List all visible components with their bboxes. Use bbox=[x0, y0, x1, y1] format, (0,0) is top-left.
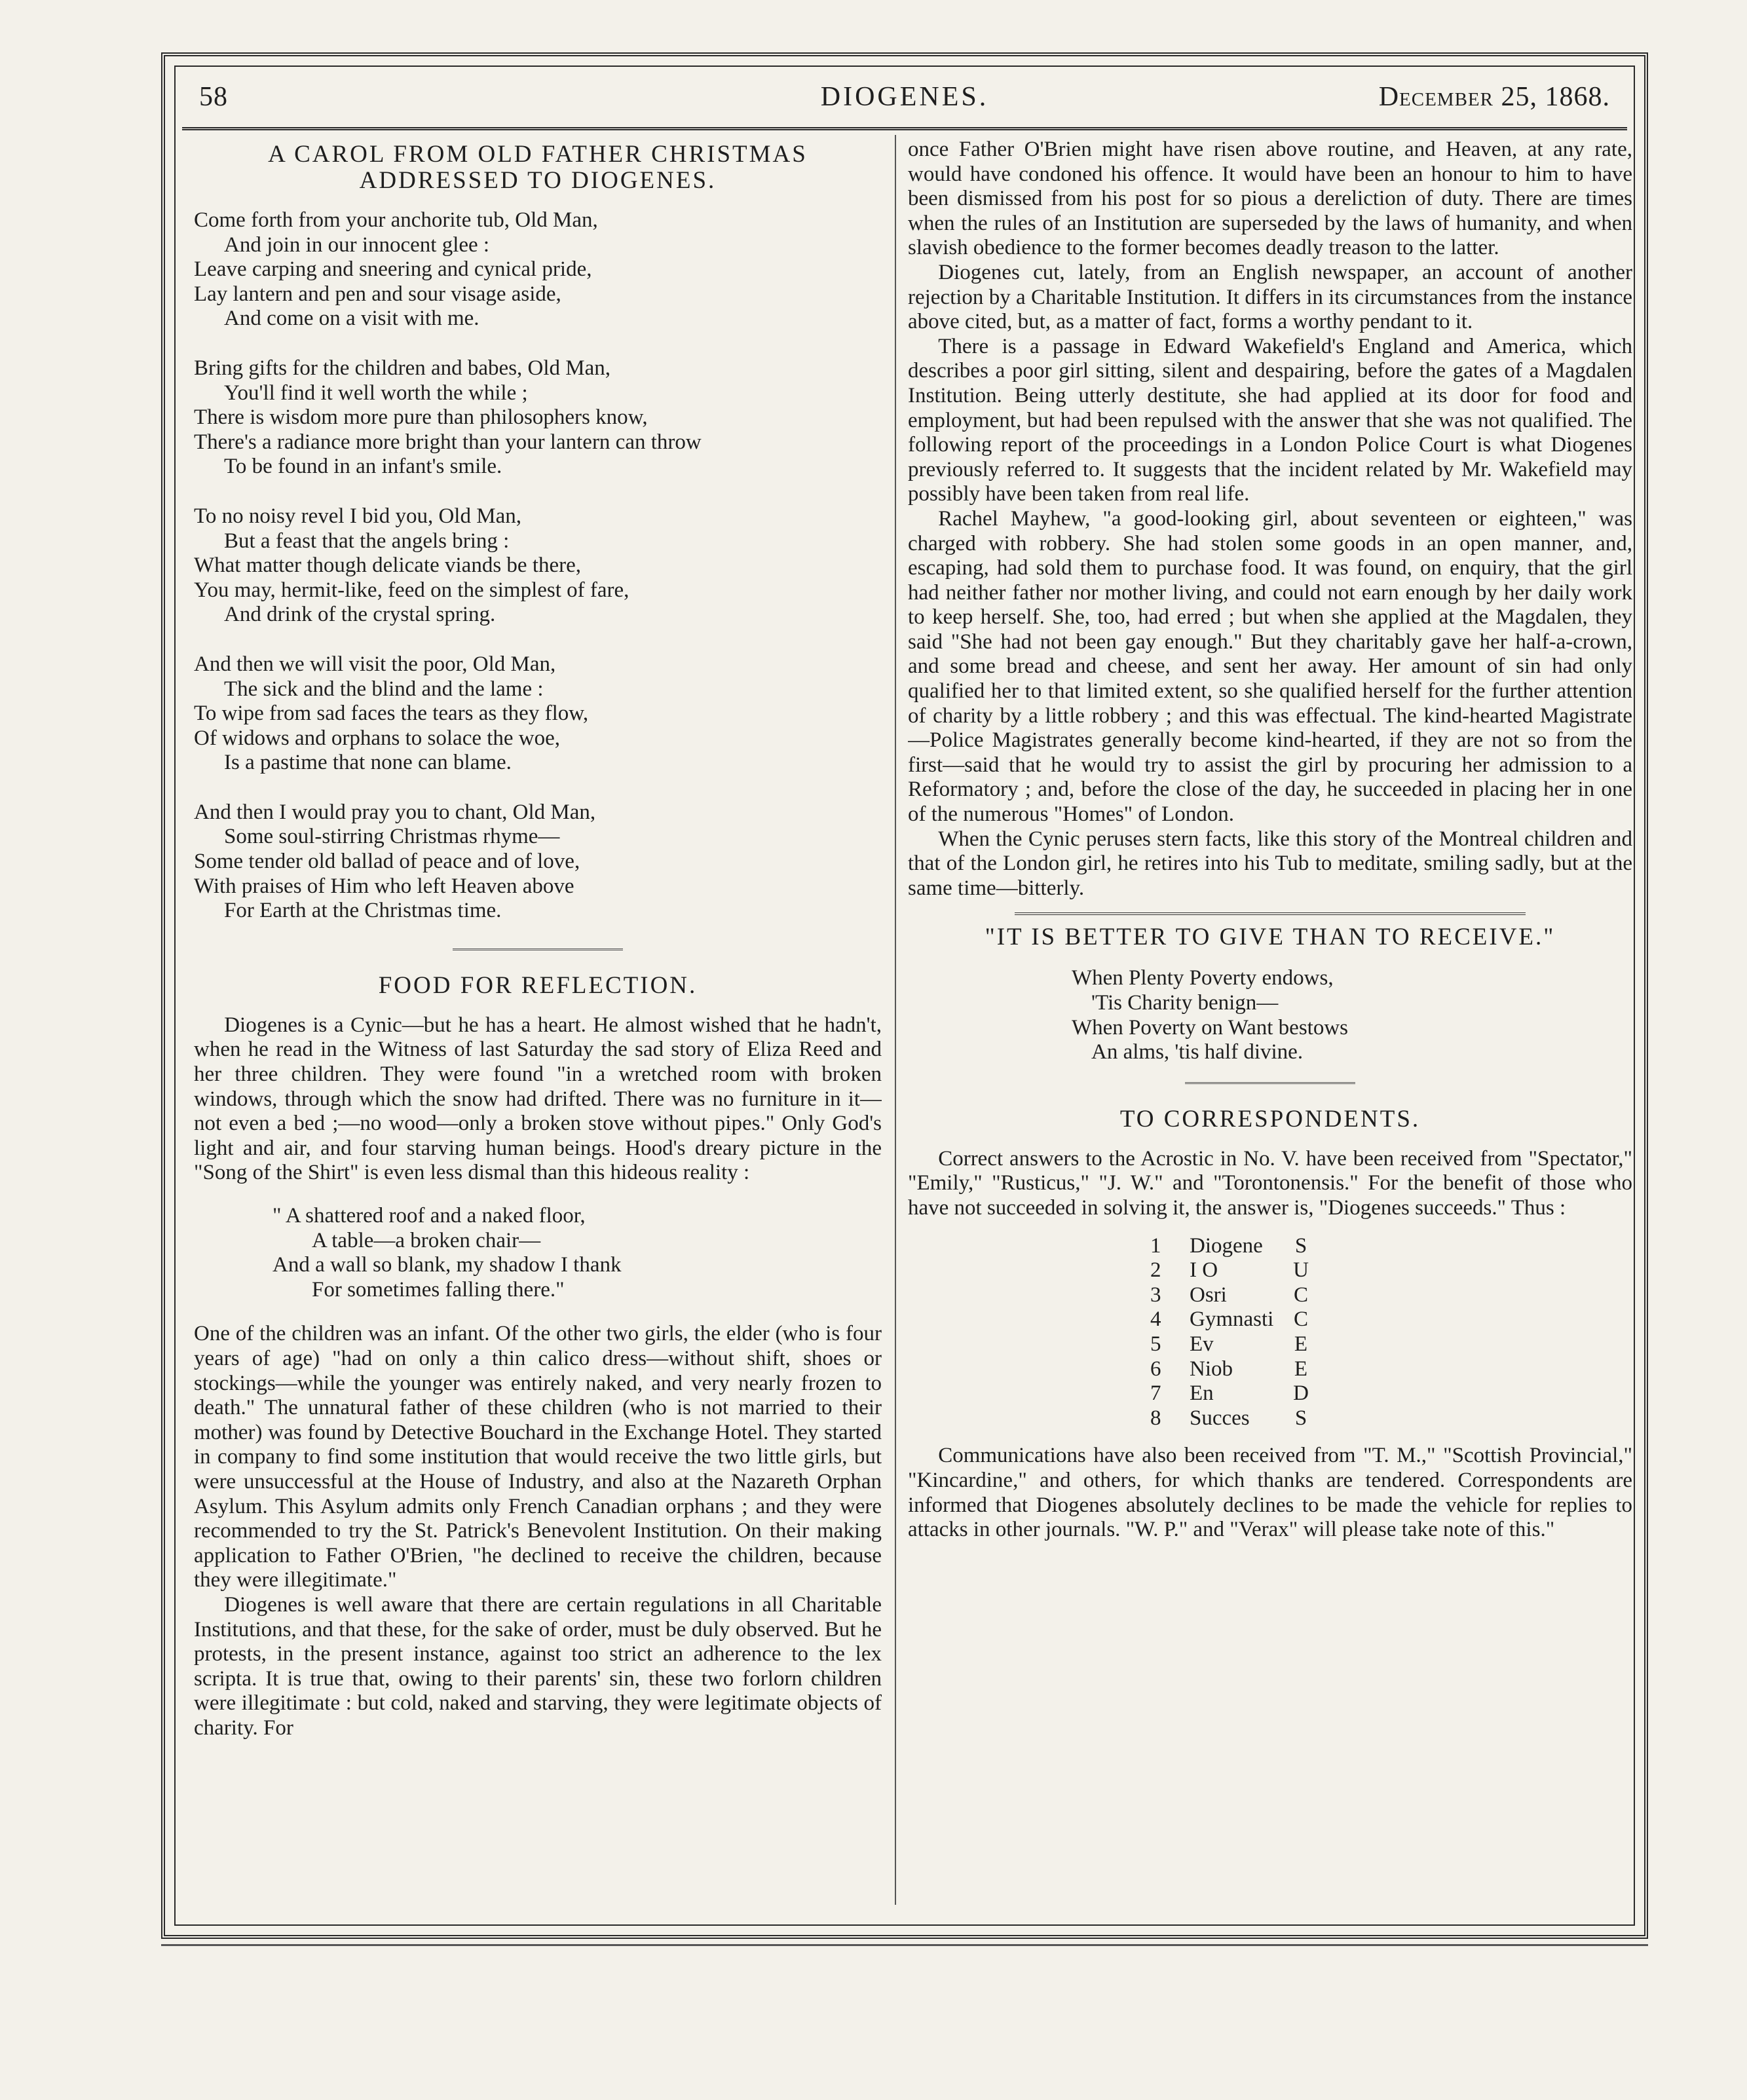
acrostic-number: 7 bbox=[1150, 1381, 1161, 1406]
quote-line: A table—a broken chair— bbox=[312, 1228, 541, 1252]
acrostic-row bbox=[1150, 1332, 1632, 1357]
section-divider bbox=[453, 948, 623, 950]
poem-line: With praises of Him who left Heaven above bbox=[194, 874, 574, 898]
header-rule bbox=[182, 127, 1627, 130]
poem-line: To wipe from sad faces the tears as they flow, bbox=[194, 702, 589, 726]
acrostic-answer bbox=[1150, 1234, 1632, 1431]
acrostic-number: 1 bbox=[1150, 1233, 1161, 1258]
quote-line: " A shattered roof and a naked floor, bbox=[272, 1204, 586, 1228]
poem-line: And drink of the crystal spring. bbox=[224, 603, 496, 627]
poem-line: To no noisy revel I bid you, Old Man, bbox=[194, 504, 521, 528]
food-paragraph: Diogenes is a Cynic—but he has a heart. He almost wished that he hadn't, when he read in the Witness of last Saturday the sad story of Eliza Reed and her three children. They were found "in a wretched room with broken windows, through which the snow had drifted. There was no furniture in it—not even a bed ;—no wood—only a broken stove without pipes." Only God's light and air, and four starving human beings. Hood's dreary picture in the "Song of the Shirt" is even less dismal than this hideous reality : bbox=[194, 1013, 882, 1185]
acrostic-letter: C bbox=[1293, 1307, 1308, 1332]
poem-line: But a feast that the angels bring : bbox=[224, 529, 510, 553]
acrostic-letter: C bbox=[1293, 1283, 1308, 1307]
carol-poem bbox=[194, 208, 882, 924]
article-paragraph: There is a passage in Edward Wakefield's England and America, which describes a poor girl sitting, silent and despairing, before the gates of a Magdalen Institution. Being utterly destitute, she had applied at its door for food and employment, but had been repulsed with the answer that she was not qualified. The following report of the proceedings in a London Police Court is what Diogenes previously referred to. It suggests that the incident related by Mr. Wakefield may possibly have been taken from real life. bbox=[908, 334, 1632, 506]
carol-stanza bbox=[194, 504, 882, 628]
quote-line: And a wall so blank, my shadow I thank bbox=[272, 1253, 622, 1277]
poem-line: The sick and the blind and the lame : bbox=[224, 677, 544, 701]
poem-line: For Earth at the Christmas time. bbox=[224, 899, 502, 923]
acrostic-letter: E bbox=[1294, 1357, 1308, 1381]
acrostic-row bbox=[1150, 1283, 1632, 1308]
correspondents-title: TO CORRESPONDENTS. bbox=[1119, 1105, 1421, 1133]
verse-line: An alms, 'tis half divine. bbox=[1091, 1040, 1304, 1064]
acrostic-letter: S bbox=[1294, 1406, 1307, 1430]
article-paragraph: once Father O'Brien might have risen above routine, and Heaven, at any rate, would have condoned his offence. It would have been an honour to him to have been dismissed from his post for so pious a dereliction of duty. There are times when the rules of an Institution are superseded by the laws of humanity, and when slavish obedience to the former becomes deadly treason to the latter. bbox=[908, 138, 1632, 260]
page-frame bbox=[161, 52, 1648, 1939]
food-paragraph: Diogenes is well aware that there are certain regulations in all Charitable Institutions, and that these, for the sake of order, must be duly observed. But he protests, in the present instance, against too strict an adherence to the lex scripta. It is true that, owing to their parents' sin, these two forlorn children were illegitimate : but cold, naked and starving, they were legitimate objects of charity. For bbox=[194, 1592, 882, 1740]
left-column bbox=[194, 138, 882, 1911]
column-divider bbox=[895, 135, 896, 1905]
carol-stanza bbox=[194, 208, 882, 331]
acrostic-number: 6 bbox=[1150, 1357, 1161, 1381]
section-divider bbox=[1015, 912, 1526, 915]
page-number: 58 bbox=[199, 82, 228, 112]
correspondents-paragraph: Correct answers to the Acrostic in No. V. have been received from "Spectator," "Emily," "Rusticus," "J. W." and "Torontonensis." For the benefit of those who have not succeeded in solving it, the answer is, "Diogenes succeeds." Thus : bbox=[908, 1146, 1632, 1220]
poem-line: Come forth from your anchorite tub, Old Man, bbox=[194, 208, 598, 232]
acrostic-number: 8 bbox=[1150, 1406, 1161, 1430]
acrostic-number: 4 bbox=[1150, 1307, 1161, 1332]
poem-line: And come on a visit with me. bbox=[224, 307, 479, 331]
better-to-give-verse bbox=[1072, 966, 1632, 1064]
poem-line: Bring gifts for the children and babes, Old Man, bbox=[194, 356, 611, 380]
acrostic-word: Succes bbox=[1190, 1406, 1250, 1430]
acrostic-word: Diogene bbox=[1190, 1233, 1263, 1258]
poem-line: Of widows and orphans to solace the woe, bbox=[194, 726, 561, 750]
issue-date: December 25, 1868. bbox=[1378, 82, 1610, 112]
poem-line: You'll find it well worth the while ; bbox=[224, 381, 528, 405]
poem-line: Lay lantern and pen and sour visage aside, bbox=[194, 282, 561, 306]
poem-line: Some tender old ballad of peace and of love, bbox=[194, 850, 580, 874]
poem-line: There's a radiance more bright than your lantern can throw bbox=[194, 430, 702, 454]
page-header bbox=[194, 76, 1615, 123]
acrostic-row bbox=[1150, 1234, 1632, 1259]
acrostic-row bbox=[1150, 1258, 1632, 1283]
verse-line: 'Tis Charity benign— bbox=[1091, 991, 1279, 1015]
poem-line: You may, hermit-like, feed on the simplest of fare, bbox=[194, 578, 629, 602]
acrostic-letter: S bbox=[1294, 1233, 1307, 1258]
publication-title: DIOGENES. bbox=[820, 82, 989, 112]
acrostic-number: 2 bbox=[1150, 1258, 1161, 1283]
page-bottom-rule bbox=[161, 1944, 1648, 1946]
acrostic-row bbox=[1150, 1406, 1632, 1431]
better-to-give-title: "IT IS BETTER TO GIVE THAN TO RECEIVE." bbox=[985, 924, 1556, 951]
acrostic-number: 3 bbox=[1150, 1283, 1161, 1307]
carol-stanza bbox=[194, 652, 882, 776]
acrostic-letter: U bbox=[1293, 1258, 1309, 1283]
poem-line: To be found in an infant's smile. bbox=[224, 455, 502, 479]
acrostic-word: I O bbox=[1190, 1258, 1218, 1283]
poem-line: What matter though delicate viands be there, bbox=[194, 553, 582, 578]
article-paragraph: Diogenes cut, lately, from an English newspaper, an account of another rejection by a Charitable Institution. It differs in its circumstances from the instance above cited, but, as a matter of fact, forms a worthy pendant to it. bbox=[908, 260, 1632, 334]
acrostic-letter: D bbox=[1293, 1381, 1309, 1406]
acrostic-word: Niob bbox=[1190, 1357, 1233, 1381]
carol-stanza bbox=[194, 356, 882, 479]
carol-title: A CAROL FROM OLD FATHER CHRISTMAS ADDRESSED TO DIOGENES. bbox=[268, 141, 808, 194]
acrostic-row bbox=[1150, 1381, 1632, 1406]
verse-line: When Plenty Poverty endows, bbox=[1072, 966, 1334, 990]
acrostic-word: Osri bbox=[1190, 1283, 1227, 1307]
acrostic-row bbox=[1150, 1357, 1632, 1382]
poem-line: And join in our innocent glee : bbox=[224, 233, 490, 257]
quote-line: For sometimes falling there." bbox=[312, 1277, 565, 1302]
food-title: FOOD FOR REFLECTION. bbox=[378, 971, 698, 999]
poem-line: And then we will visit the poor, Old Man, bbox=[194, 652, 556, 676]
poem-line: Leave carping and sneering and cynical pride, bbox=[194, 257, 592, 282]
poem-line: And then I would pray you to chant, Old Man, bbox=[194, 800, 596, 824]
acrostic-word: Gymnasti bbox=[1190, 1307, 1274, 1332]
carol-stanza bbox=[194, 800, 882, 924]
acrostic-word: Ev bbox=[1190, 1332, 1214, 1356]
acrostic-letter: E bbox=[1294, 1332, 1308, 1356]
section-divider bbox=[1185, 1082, 1355, 1084]
food-paragraph: One of the children was an infant. Of the other two girls, the elder (who is four years of age) "had on only a thin calico dress—without shift, shoes or stockings—while the younger was entirely naked, and very nearly frozen to death." The unnatural father of these children (who is not married to their mother) was found by Detective Bouchard in the Exchange Hotel. They started in company to find some institution that would receive the two little girls, but were unsuccessful at the House of Industry, and also at the Nazareth Orphan Asylum. This Asylum admits only French Canadian orphans ; and they were recommended to try the St. Patrick's Benevolent Institution. On their making application to Father O'Brien, "he declined to receive the children, because they were illegitimate." bbox=[194, 1322, 882, 1592]
poem-line: Some soul-stirring Christmas rhyme— bbox=[224, 825, 560, 849]
hood-quote bbox=[272, 1204, 882, 1302]
poem-line: There is wisdom more pure than philosophers know, bbox=[194, 405, 648, 430]
correspondents-paragraph: Communications have also been received from "T. M.," "Scottish Provincial," "Kincardine," and others, for which thanks are tendered. Correspondents are informed that Diogenes absolutely declines to be made the vehicle for replies to attacks in other journals. "W. P." and "Verax" will please take note of this." bbox=[908, 1444, 1632, 1542]
article-paragraph: When the Cynic peruses stern facts, like this story of the Montreal children and that of the London girl, he retires into his Tub to meditate, smiling sadly, but at the same time—bitterly. bbox=[908, 827, 1632, 900]
acrostic-word: En bbox=[1190, 1381, 1214, 1406]
acrostic-number: 5 bbox=[1150, 1332, 1161, 1356]
article-paragraph: Rachel Mayhew, "a good-looking girl, about seventeen or eighteen," was charged with robbery. She had stolen some goods in an open manner, and, escaping, had sold them to purchase food. It was found, on enquiry, that the girl had neither father nor mother living, and could not earn enough by her daily work to keep herself. She, too, had erred ; but when she applied at the Magdalen, they said "She had not been gay enough." But they charitably gave her half-a-crown, and some bread and cheese, and sent her away. Her amount of sin had only qualified her to that limited extent, so she qualified herself for the further attention of charity by a little robbery ; and this was effectual. The kind-hearted Magistrate—Police Magistrates generally become kind-hearted, if they are not so from the first—said that he would try to assist the girl by procuring her admission to a Reformatory ; and, before the close of the day, he succeeded in placing her in one of the numerous "Homes" of London. bbox=[908, 506, 1632, 827]
poem-line: Is a pastime that none can blame. bbox=[224, 751, 512, 775]
verse-line: When Poverty on Want bestows bbox=[1072, 1015, 1349, 1040]
right-column bbox=[908, 138, 1632, 1911]
page-inner-border bbox=[174, 66, 1635, 1926]
acrostic-row bbox=[1150, 1307, 1632, 1332]
